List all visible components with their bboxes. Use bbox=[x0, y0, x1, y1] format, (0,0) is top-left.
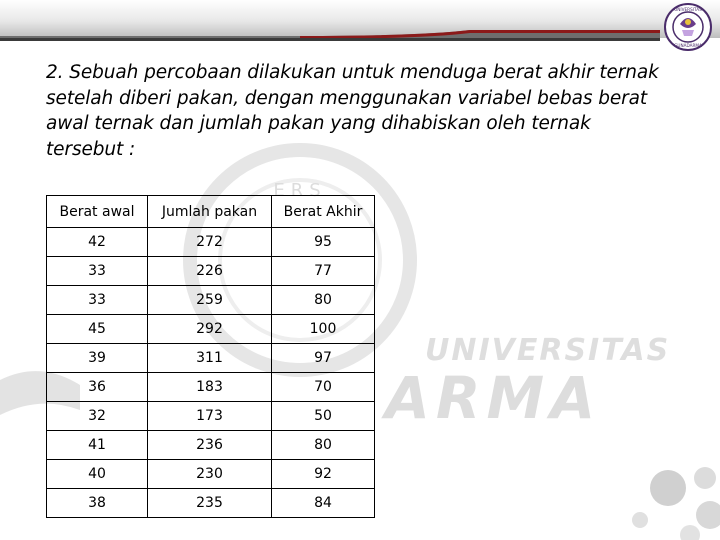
cell-berat-awal: 41 bbox=[47, 431, 148, 460]
cell-berat-awal: 33 bbox=[47, 257, 148, 286]
cell-jumlah-pakan: 272 bbox=[148, 228, 272, 257]
cell-jumlah-pakan: 235 bbox=[148, 489, 272, 518]
cell-berat-awal: 38 bbox=[47, 489, 148, 518]
column-header-berat-akhir: Berat Akhir bbox=[272, 196, 375, 228]
cell-berat-akhir: 77 bbox=[272, 257, 375, 286]
cell-jumlah-pakan: 226 bbox=[148, 257, 272, 286]
table-row bbox=[47, 315, 375, 344]
logo-bottom-text: GUNADARMA bbox=[674, 43, 702, 48]
cell-berat-akhir: 97 bbox=[272, 344, 375, 373]
table-row bbox=[47, 228, 375, 257]
watermark-text-line2: ARMA bbox=[385, 364, 602, 432]
cell-jumlah-pakan: 259 bbox=[148, 286, 272, 315]
column-header-jumlah-pakan: Jumlah pakan bbox=[148, 196, 272, 228]
logo-top-text: UNIVERSITAS bbox=[674, 7, 702, 12]
cell-berat-akhir: 92 bbox=[272, 460, 375, 489]
column-header-berat-awal: Berat awal bbox=[47, 196, 148, 228]
table-row bbox=[47, 344, 375, 373]
cell-jumlah-pakan: 173 bbox=[148, 402, 272, 431]
table-row bbox=[47, 373, 375, 402]
cell-jumlah-pakan: 311 bbox=[148, 344, 272, 373]
cell-jumlah-pakan: 183 bbox=[148, 373, 272, 402]
table-header-row bbox=[47, 196, 375, 228]
table-row bbox=[47, 402, 375, 431]
table-row bbox=[47, 286, 375, 315]
cell-berat-akhir: 95 bbox=[272, 228, 375, 257]
cell-jumlah-pakan: 292 bbox=[148, 315, 272, 344]
cell-berat-akhir: 80 bbox=[272, 431, 375, 460]
table-row bbox=[47, 431, 375, 460]
cell-berat-awal: 42 bbox=[47, 228, 148, 257]
cell-berat-awal: 36 bbox=[47, 373, 148, 402]
table-row bbox=[47, 489, 375, 518]
cell-berat-awal: 32 bbox=[47, 402, 148, 431]
cell-jumlah-pakan: 236 bbox=[148, 431, 272, 460]
watermark-text-line1: UNIVERSITAS bbox=[425, 333, 671, 368]
cell-berat-akhir: 80 bbox=[272, 286, 375, 315]
data-table bbox=[46, 195, 375, 518]
cell-jumlah-pakan: 230 bbox=[148, 460, 272, 489]
cell-berat-akhir: 100 bbox=[272, 315, 375, 344]
question-text: 2. Sebuah percobaan dilakukan untuk menduga berat akhir ternak setelah diberi pakan, dengan menggunakan variabel bebas berat awal ternak dan jumlah pakan yang dihabiskan oleh ternak tersebut : bbox=[46, 62, 659, 160]
header-bar bbox=[0, 0, 720, 44]
university-logo bbox=[660, 2, 716, 52]
cell-berat-awal: 40 bbox=[47, 460, 148, 489]
cell-berat-akhir: 84 bbox=[272, 489, 375, 518]
table-row bbox=[47, 460, 375, 489]
cell-berat-awal: 45 bbox=[47, 315, 148, 344]
watermark-seal-text: ERS bbox=[273, 180, 327, 201]
cell-berat-akhir: 50 bbox=[272, 402, 375, 431]
cell-berat-akhir: 70 bbox=[272, 373, 375, 402]
cell-berat-awal: 33 bbox=[47, 286, 148, 315]
table-row bbox=[47, 257, 375, 286]
cell-berat-awal: 39 bbox=[47, 344, 148, 373]
